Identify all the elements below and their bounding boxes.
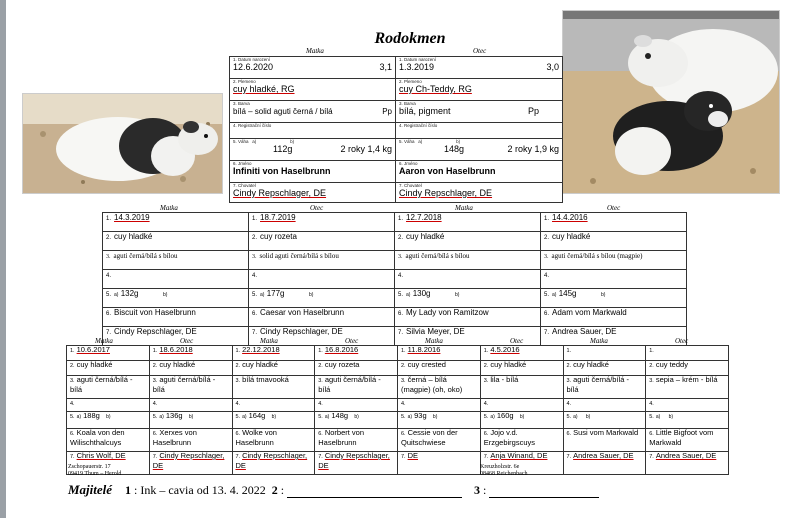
- gen3-breeder-8: 7. Andrea Sauer, DE: [646, 452, 729, 475]
- gen3-label-5: Matka: [425, 337, 443, 345]
- gen1-father-birth: 1. Datum narození 1.3.2019 3,0: [396, 57, 563, 79]
- gen1-mother-birth: 1. Datum narození 12.6.2020 3,1: [230, 57, 396, 79]
- gen2-breeder-3: 7. Silvia Meyer, DE: [395, 327, 541, 346]
- gen2-label-2: Otec: [310, 204, 324, 212]
- gen1-table: [229, 56, 563, 203]
- gen3-reg-7: 4.: [563, 399, 646, 412]
- gen3-label-7: Matka: [590, 337, 608, 345]
- gen1-mother-reg: 4. Registrační číslo: [230, 123, 396, 139]
- gen2-label-1: Matka: [160, 204, 178, 212]
- gen3-birth-3: 1. 22.12.2018: [232, 346, 315, 361]
- gen3-breeder-3: 7. Cindy Repschlager, DE: [232, 452, 315, 475]
- gen3-reg-4: 4.: [315, 399, 398, 412]
- gen3-breeder-2: 7. Cindy Repschlager, DE: [149, 452, 232, 475]
- mother-photo: [22, 93, 223, 194]
- gen2-reg-3: 4.: [395, 270, 541, 289]
- gen3-breed-4: 2. cuy rozeta: [315, 361, 398, 376]
- gen3-reg-5: 4.: [398, 399, 481, 412]
- gen3-color-6: 3. lila - bílá: [480, 376, 563, 399]
- gen3-breeder-5: 7. DE: [398, 452, 481, 475]
- gen3-label-1: Matka: [95, 337, 113, 345]
- gen2-birth-2: 1. 18.7.2019: [249, 213, 395, 232]
- gen3-breeder-4: 7. Cindy Repschlager, DE: [315, 452, 398, 475]
- gen2-name-4: 6. Adam vom Markwald: [541, 308, 687, 327]
- gen3-reg-6: 4.: [480, 399, 563, 412]
- gen2-breeder-1: 7. Cindy Repschlager, DE: [103, 327, 249, 346]
- gen3-reg-2: 4.: [149, 399, 232, 412]
- gen3-name-5: 6. Cessie von der Quitschwiese: [398, 429, 481, 452]
- gen3-table: [66, 345, 729, 475]
- gen1-mother-color: 3. Barva bílá – solid aguti černá / bílá Pp: [230, 101, 396, 123]
- father-photo: [562, 10, 780, 194]
- gen2-birth-3: 1. 12.7.2018: [395, 213, 541, 232]
- gen3-weight-6: 5. a) 160g b): [480, 412, 563, 429]
- gen2-birth-4: 1. 14.4.2016: [541, 213, 687, 232]
- gen2-table: [102, 212, 687, 346]
- gen3-breed-2: 2. cuy hladké: [149, 361, 232, 376]
- gen3-weight-1: 5. a) 188g b): [67, 412, 150, 429]
- gen3-label-6: Otec: [510, 337, 524, 345]
- gen2-name-2: 6. Caesar von Haselbrunn: [249, 308, 395, 327]
- gen3-label-3: Matka: [260, 337, 278, 345]
- gen3-color-1: 3. aguti černá/bílá - bílá: [67, 376, 150, 399]
- gen2-name-3: 6. My Lady von Ramitzow: [395, 308, 541, 327]
- gen2-color-1: 3. aguti černá/bílá s bílou: [103, 251, 249, 270]
- gen2-weight-4: 5. a) 145g b): [541, 289, 687, 308]
- gen1-father-breed: 2. Plemeno cuy Ch-Teddy, RG: [396, 79, 563, 101]
- gen3-birth-4: 1. 16.8.2016: [315, 346, 398, 361]
- gen1-father-color: 3. Barva bílá, pigment Pp: [396, 101, 563, 123]
- gen2-breeder-2: 7. Cindy Repschlager, DE: [249, 327, 395, 346]
- gen1-father-weight: 5. Váha a) b) 148g 2 roky 1,9 kg: [396, 139, 563, 161]
- gen3-color-3: 3. bílá tmavooká: [232, 376, 315, 399]
- guinea-pig-photo-left: [23, 94, 222, 193]
- gen3-birth-2: 1. 18.6.2018: [149, 346, 232, 361]
- gen3-weight-3: 5. a) 164g b): [232, 412, 315, 429]
- gen3-breed-6: 2. cuy hladké: [480, 361, 563, 376]
- gen3-breed-8: 2. cuy teddy: [646, 361, 729, 376]
- gen2-label-4: Otec: [607, 204, 621, 212]
- gen3-label-4: Otec: [345, 337, 359, 345]
- pedigree-title: Rodokmen: [374, 30, 446, 47]
- gen3-name-8: 6. Little Bigfoot vom Markwald: [646, 429, 729, 452]
- gen2-color-3: 3. aguti černá/bílá s bílou: [395, 251, 541, 270]
- gen3-birth-1: 1. 10.6.2017: [67, 346, 150, 361]
- gen3-birth-8: 1.: [646, 346, 729, 361]
- window-edge: [0, 0, 6, 518]
- gen3-weight-8: 5. a) b): [646, 412, 729, 429]
- owner-3-line: [489, 497, 599, 498]
- gen1-mother-name: 6. Jméno Infiniti von Haselbrunn: [230, 161, 396, 183]
- gen3-color-8: 3. sepia – krém - bílá: [646, 376, 729, 399]
- gen2-reg-4: 4.: [541, 270, 687, 289]
- gen3-color-2: 3. aguti černá/bílá - bílá: [149, 376, 232, 399]
- gen3-breed-5: 2. cuy crested: [398, 361, 481, 376]
- gen2-weight-3: 5. a) 130g b): [395, 289, 541, 308]
- gen1-father-reg: 4. Registrační číslo: [396, 123, 563, 139]
- gen3-name-1: 6. Koala von den Wilischthalcuys: [67, 429, 150, 452]
- gen3-breeder-7: 7. Andrea Sauer, DE: [563, 452, 646, 475]
- gen3-color-4: 3. aguti černá/bílá - bílá: [315, 376, 398, 399]
- gen3-breeder-1: 7. Chris Wolf, DE: [67, 452, 150, 475]
- gen2-label-3: Matka: [455, 204, 473, 212]
- gen2-birth-1: 1. 14.3.2019: [103, 213, 249, 232]
- gen3-weight-5: 5. a) 93g b): [398, 412, 481, 429]
- gen3-name-2: 6. Xerxes von Haselbrunn: [149, 429, 232, 452]
- gen3-birth-6: 1. 4.5.2016: [480, 346, 563, 361]
- gen2-breeder-4: 7. Andrea Sauer, DE: [541, 327, 687, 346]
- gen3-name-7: 6. Susi vom Markwald: [563, 429, 646, 452]
- gen2-breed-3: 2. cuy hladké: [395, 232, 541, 251]
- breeder-address-left: Zschopauerstr. 17 09419 Thum – Herold: [68, 464, 122, 477]
- gen3-breed-1: 2. cuy hladké: [67, 361, 150, 376]
- gen2-breed-1: 2. cuy hladké: [103, 232, 249, 251]
- gen2-weight-1: 5. a) 132g b): [103, 289, 249, 308]
- gen2-reg-2: 4.: [249, 270, 395, 289]
- gen3-name-6: 6. Jojo v.d. Erzgebirgscuys: [480, 429, 563, 452]
- gen2-color-2: 3. solid aguti černá/bílá s bílou: [249, 251, 395, 270]
- guinea-pig-photo-right: [563, 11, 779, 193]
- gen3-birth-5: 1. 11.8.2016: [398, 346, 481, 361]
- gen3-breed-7: 2. cuy hladké: [563, 361, 646, 376]
- gen3-weight-2: 5. a) 136g b): [149, 412, 232, 429]
- gen1-mother-breeder: 7. Chovatel Cindy Repschlager, DE: [230, 183, 396, 203]
- gen1-mother-breed: 2. Plemeno cuy hladké, RG: [230, 79, 396, 101]
- gen3-breeder-6: 7. Anja Winand, DE: [480, 452, 563, 475]
- gen3-color-7: 3. aguti černá/bílá - bílá: [563, 376, 646, 399]
- gen3-color-5: 3. černá – bílá (magpie) (oh, oko): [398, 376, 481, 399]
- gen2-name-1: 6. Biscuit von Haselbrunn: [103, 308, 249, 327]
- gen2-reg-1: 4.: [103, 270, 249, 289]
- gen3-weight-7: 5. a) b): [563, 412, 646, 429]
- gen3-name-3: 6. Wolke von Haselbrunn: [232, 429, 315, 452]
- owners-line: Majitelé 1 : Ink – cavia od 13. 4. 2022 2 : 3 :: [68, 482, 599, 498]
- gen3-birth-7: 1.: [563, 346, 646, 361]
- gen1-father-breeder: 7. Chovatel Cindy Repschlager, DE: [396, 183, 563, 203]
- gen2-breed-2: 2. cuy rozeta: [249, 232, 395, 251]
- gen1-label-otec: Otec: [473, 47, 487, 55]
- gen3-reg-8: 4.: [646, 399, 729, 412]
- gen2-breed-4: 2. cuy hladké: [541, 232, 687, 251]
- breeder-address-right: Kreuzholzstr. 6e 08468 Reichenbach: [480, 464, 528, 477]
- gen2-weight-2: 5. a) 177g b): [249, 289, 395, 308]
- gen3-label-8: Otec: [675, 337, 689, 345]
- gen3-breed-3: 2. cuy hladké: [232, 361, 315, 376]
- gen1-father-name: 6. Jméno Aaron von Haselbrunn: [396, 161, 563, 183]
- gen3-reg-3: 4.: [232, 399, 315, 412]
- gen3-label-2: Otec: [180, 337, 194, 345]
- gen1-label-matka: Matka: [306, 47, 324, 55]
- gen3-weight-4: 5. a) 148g b): [315, 412, 398, 429]
- gen3-name-4: 6. Norbert von Haselbrunn: [315, 429, 398, 452]
- owner-2-line: [287, 497, 462, 498]
- gen2-color-4: 3. aguti černá/bílá s bílou (magpie): [541, 251, 687, 270]
- gen1-mother-weight: 5. Váha a) b) 112g 2 roky 1,4 kg: [230, 139, 396, 161]
- gen3-reg-1: 4.: [67, 399, 150, 412]
